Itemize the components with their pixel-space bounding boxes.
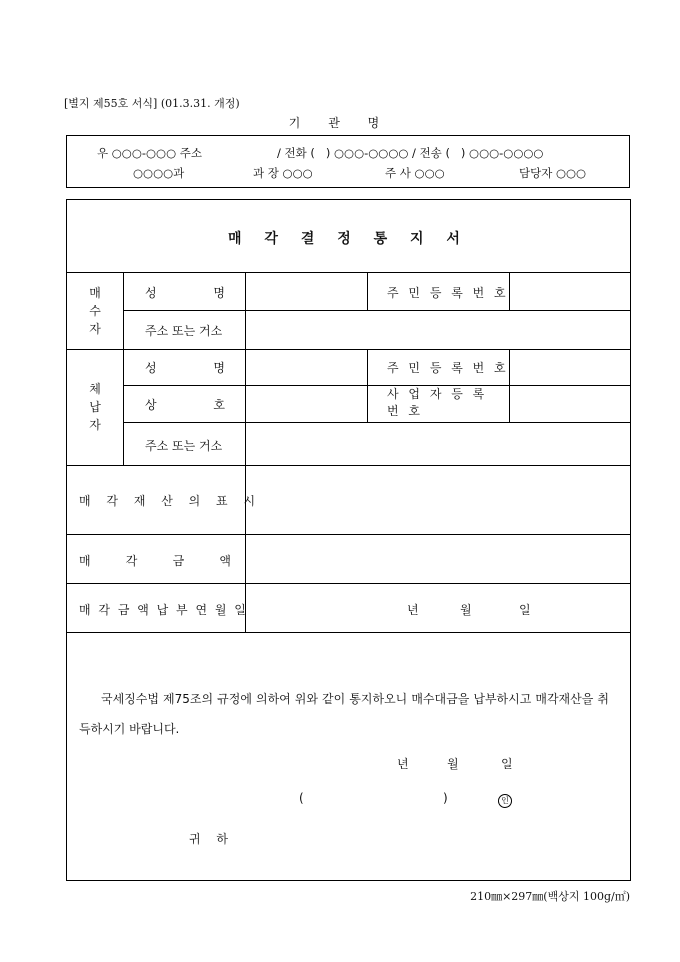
payment-day: 일 [519,603,531,617]
notice-text: 국세징수법 제75조의 규정에 의하여 위와 같이 통지하오니 매수대금을 납부하시고 매각재산을 취득하시기 바랍니다. [79,692,609,736]
delinquent-business-no-label: 사 업 자 등 록 번 호 [387,387,488,418]
property-label: 매 각 재 산 의 표 시 [79,494,262,508]
delinquent-group-label [67,380,123,434]
paper-spec: 210㎜×297㎜(백상지 100g/㎡) [470,890,630,903]
buyer-name-label: 성 명 [145,286,225,300]
form-label: [별지 제55호 서식] (01.3.31. 개정) [64,97,240,110]
notice-form [66,199,631,881]
buyer-address-label: 주소 또는 거소 [145,324,223,338]
header-phone: / 전화 ( ) ○○○-○○○○ / 전송 ( ) ○○○-○○○○ [277,146,544,160]
delinquent-trade-name-label: 상 호 [145,398,225,412]
addressee: 귀 하 [189,832,234,846]
issue-month: 월 [447,757,459,771]
seal-mark [498,792,512,808]
amount-label: 매 각 금 액 [79,554,231,568]
header-handler: 담당자 ○○○ [519,166,587,180]
header-box [66,135,630,188]
issue-year: 년 [397,757,409,771]
issue-day: 일 [501,757,513,771]
header-manager: 과 장 ○○○ [253,166,313,180]
delinquent-name-label: 성 명 [145,361,225,375]
agency-name: 기 관 명 [288,116,392,130]
header-postal: 우 ○○○-○○○ 주소 [97,146,202,160]
header-department: ○○○○과 [133,166,185,180]
payment-month: 월 [460,603,472,617]
buyer-resident-no-label: 주 민 등 록 번 호 [387,286,509,300]
delinquent-address-label: 주소 또는 거소 [145,439,223,453]
signature-open: ( [299,791,304,805]
delinquent-group-text: 체 납 자 [89,382,101,432]
payment-deadline-label: 매 각 금 액 납 부 연 월 일 [79,603,248,617]
header-officer: 주 사 ○○○ [385,166,445,180]
delinquent-resident-no-label: 주 민 등 록 번 호 [387,361,509,375]
signature-close: ) [443,791,448,805]
payment-year: 년 [407,603,419,617]
buyer-group-text: 매 수 자 [89,286,101,336]
document-title: 매 각 결 정 통 지 서 [228,231,469,247]
buyer-group-label [67,284,123,338]
seal-icon: 인 [498,794,512,808]
